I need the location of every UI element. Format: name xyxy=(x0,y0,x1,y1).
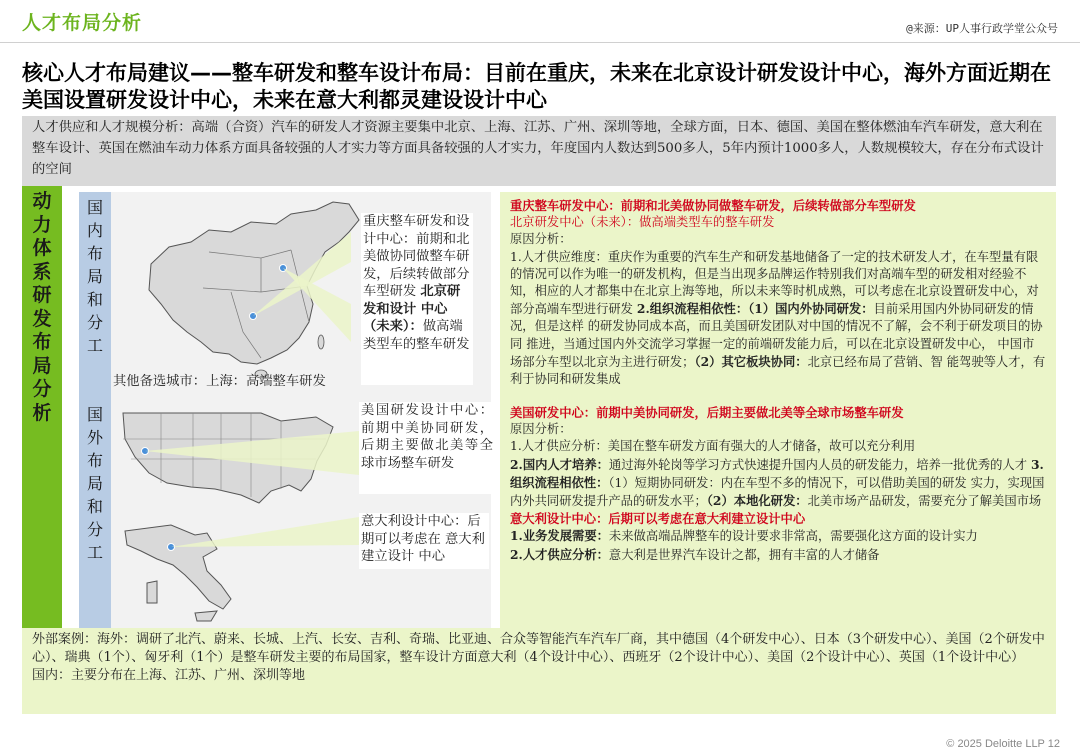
domestic-p2-body: 目前采用国内外协同研发的情况，但是这样 的研发协同成本高，而且美国研发团队对中国的情况不了解，会不利于研发项目的协同 推进，当通过国内外交流学习掌握一定的前端研发能力后，可以在北京设置研发中心， 中国市场部分车型以北京为主进行研发； xyxy=(510,302,1043,369)
section-label-text: 动力体系研发布局分析 xyxy=(32,190,52,424)
us-center-callout: 美国研发设计中心：前期中美协同研发，后期主要做北美等全球市场整车研发 xyxy=(359,402,495,494)
italy-p1-label: 1.业务发展需要： xyxy=(510,528,609,544)
domestic-p3-text: 北京已经布局了营销、智 能驾驶等人才，有利于协同和研发集成 xyxy=(510,354,1046,387)
beijing-callout-text: 做高端类型车的整车研发 xyxy=(363,319,470,352)
italy-map-shape xyxy=(125,525,231,609)
domestic-p2-label: 2.组织流程相依性： xyxy=(636,301,749,317)
overseas-p2-text: 通过海外轮岗等学习方式快速提升国内人员的研发能力，培养一批优秀的人才 xyxy=(608,457,1028,472)
footer-copyright: © 2025 Deloitte LLP 12 xyxy=(946,738,1060,750)
domestic-analysis-panel xyxy=(500,192,1056,399)
external-cases-domestic: 国内：主要分布在上海、江苏、广州、深圳等地 xyxy=(32,667,306,683)
chongqing-heading: 重庆整车研发中心：前期和北美做协同做整车研发，后续转做部分车型研发 xyxy=(510,198,916,213)
section-label-powertrain xyxy=(22,186,62,628)
domestic-p2-sub: （1）国内外协同研发： xyxy=(748,301,874,317)
header-title: 人才布局分析 xyxy=(22,12,143,34)
chongqing-callout-text: 重庆整车研发和设计中心：前期和北美做协同做整车研发，后续转做部分车型研发 xyxy=(363,214,470,299)
overseas-p1: 1.人才供应分析：美国在整车研发方面有强大的人才储备，故可以充分利用 xyxy=(510,439,916,454)
china-map-shape xyxy=(149,202,359,364)
sardinia-shape xyxy=(147,581,157,603)
us-heading: 美国研发中心：前期中美协同研发，后期主要做北美等全球市场整车研发 xyxy=(510,405,904,420)
overseas-p3-label: 3.组织流程相依性： xyxy=(510,456,1044,490)
italy-p2-label: 2.人才供应分析： xyxy=(510,546,609,562)
source-note: @来源：UP人事行政学堂公众号 xyxy=(906,22,1058,35)
overseas-label xyxy=(79,399,111,628)
sicily-shape xyxy=(195,611,217,621)
domestic-p3-label: （2）其它板块协同： xyxy=(694,353,808,369)
domestic-p1-text: 重庆作为重要的汽车生产和研发基地储备了一定的技术研发人才，在车型量有限的情况可以作为唯一的研发机构，但是当出现多品牌运作特别我们对高端车型的研发相对经验不知，相应的人才都集中在北京上海等地，所以未来等时机成熟，可以考虑在北京设置研发中心，对部分高端车型进行研发 xyxy=(510,249,1039,317)
overseas-p3-text2: 北美市场产品研发，需要充分了解美国市场 xyxy=(807,494,1042,509)
other-cities-note: 其他备选城市：上海：高端整车研发 xyxy=(113,374,326,389)
page-title: 核心人才布局建议——整车研发和整车设计布局：目前在重庆，未来在北京设计研发设计中心，海外方面近期在美国设置研发设计中心，未来在意大利都灵建设设计中心 xyxy=(22,61,1051,112)
overseas-p3-label2: （2）本地化研发： xyxy=(706,493,808,509)
beijing-callout-title: 北京研发和设计 中心（未来）： xyxy=(363,284,461,334)
domestic-label-text: 国内布局和分工 xyxy=(86,198,103,355)
overseas-p2-label: 2.国内人才培养： xyxy=(510,456,609,472)
taiwan-shape xyxy=(318,335,324,349)
external-cases-overseas: 外部案例：海外：调研了北汽、蔚来、长城、上汽、长安、吉利、奇瑞、比亚迪、合众等智能汽车汽车厂商，其中德国（4个研发中心）、日本（3个研发中心）、美国（2个研发中心）、瑞典（1个）、匈牙利（1个）是整车研发主要的布局国家，整车设计方面意大利（4个设计中心）、西班牙（2个设计中心）、美国（2个设计中心）、英国（1个设计中心） xyxy=(32,632,1045,665)
chongqing-beijing-callout xyxy=(361,213,473,385)
overseas-analysis-panel xyxy=(500,399,1056,628)
domestic-p1-label: 1.人才供应维度： xyxy=(510,249,608,264)
talent-supply-summary: 人才供应和人才规模分析：高端（合资）汽车的研发人才资源主要集中北京、上海、江苏、广州、深圳等地，全球方面，日本、德国、美国在整体燃油车汽车研发，意大利在整车设计、英国在燃油车动力体系方面具备较强的人才实力等方面具备较强的人才实力，年度国内人数达到500多人，5年内预计1000多人，人数规模较大，存在分布式设计的空间 xyxy=(22,116,1056,186)
header-divider xyxy=(0,42,1080,43)
domestic-label xyxy=(79,192,111,399)
italy-heading: 意大利设计中心：后期可以考虑在意大利建立设计中心 xyxy=(510,511,806,527)
external-cases-panel xyxy=(22,628,1056,714)
italy-p2-text: 意大利是世界汽车设计之都，拥有丰富的人才储备 xyxy=(608,547,880,562)
overseas-p3-text: （1）短期协同研发：内在车型不多的情况下，可以借助美国的研发 实力，实现国内外共同研发提升产品的研发水平； xyxy=(510,475,1045,509)
beijing-heading: 北京研发中心（未来）：做高端类型车的整车研发 xyxy=(510,215,775,230)
italy-center-callout: 意大利设计中心：后期可以考虑在 意大利建立设计 中心 xyxy=(359,513,489,569)
overseas-label-text: 国外布局和分工 xyxy=(86,405,103,562)
overseas-reason-label: 原因分析： xyxy=(510,422,572,437)
italy-p1-text: 未来做高端品牌整车的设计要求非常高，需要强化这方面的设计实力 xyxy=(608,529,978,544)
domestic-reason-label: 原因分析： xyxy=(510,232,572,247)
